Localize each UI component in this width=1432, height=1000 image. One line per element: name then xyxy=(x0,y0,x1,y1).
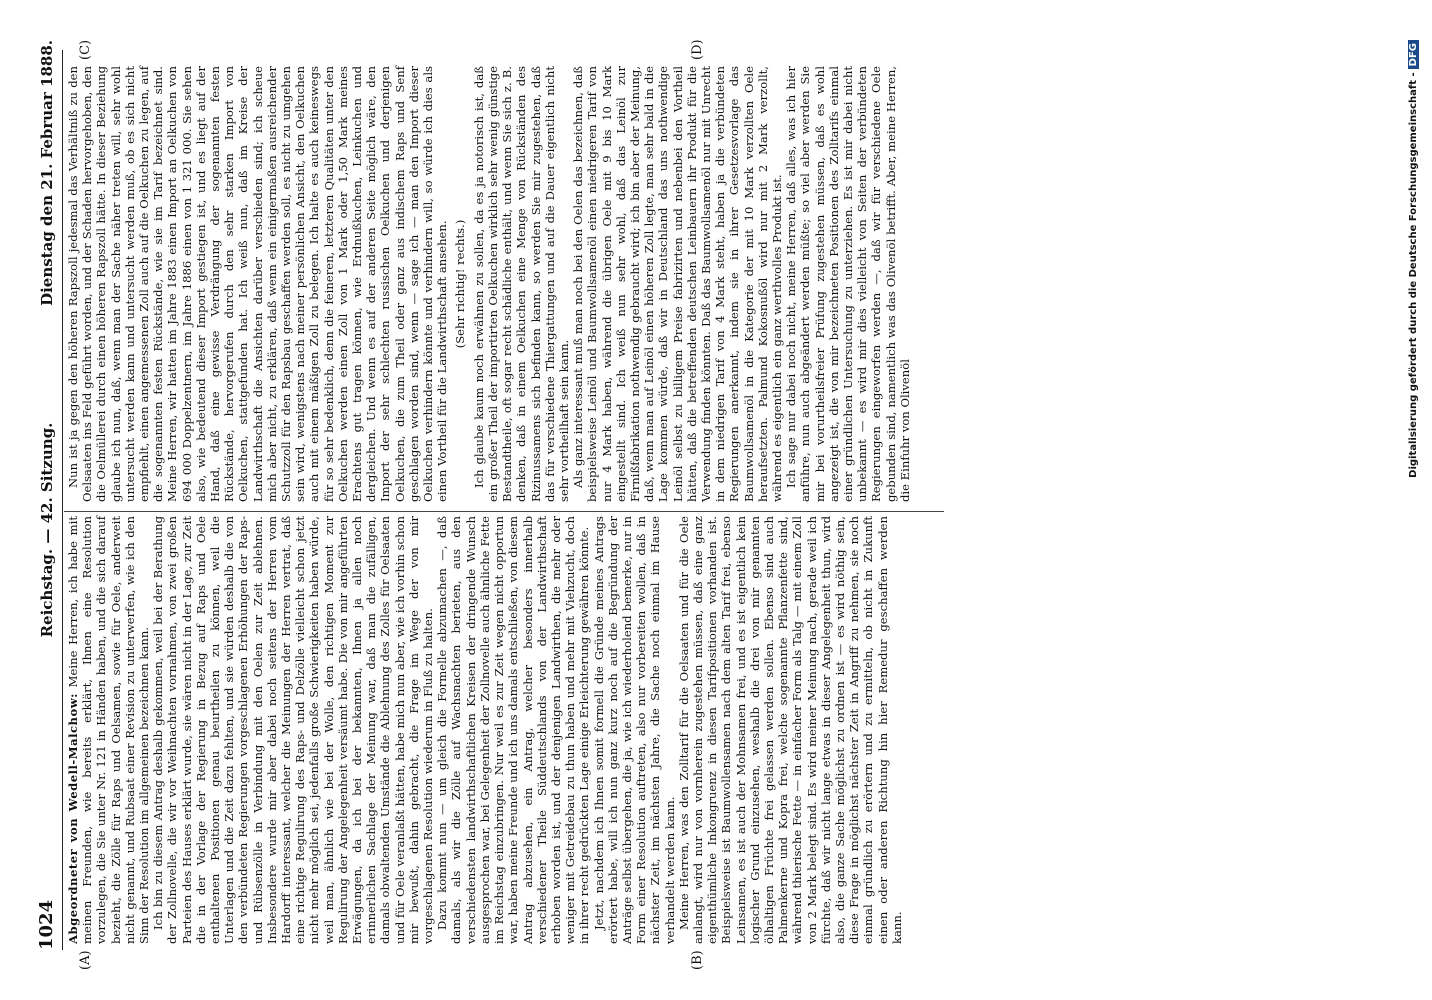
footer xyxy=(1408,0,1428,1000)
margin-marker-d: (D) xyxy=(690,39,705,60)
credit-text: Digitalisierung gefördert durch die Deutsche Forschungsgemeinschaft - xyxy=(1408,72,1419,478)
margin-marker-c: (C) xyxy=(78,39,93,60)
paragraph-text: Meine Herren, ich habe mit meinen Freunden, wie bereits erklärt, Ihnen eine Resolution vorzulegen, die Sie unter Nr. 121 in Händen haben, und die sich darauf bezieht, die Zölle für Raps und Oelsamen, sowie für Oele, anderweit nicht genannt, und Rubsaat einer Revision zu unterwerfen, wie ich den Sinn der Resolution im allgemeinen bezeichnen kann. xyxy=(66,516,152,944)
right-column xyxy=(66,66,946,502)
session-date: Dienstag den 21. Februar 1888. xyxy=(38,40,56,306)
paragraph: Ich bin zu diesem Antrag deshalb gekommen, weil bei der Berathung der Zollnovelle, die wir vor Weihnachten vornahmen, von zwei großen Parteien des Hauses erklärt wurde, sie wären nicht in der Lage, zur Zeit die in der Vorlage der Regierung in Bezug auf Raps und Oele enthaltenen Positionen genau beurtheilen zu können, weil die Unterlagen und die Zeit dazu fehlten, und sie würden deshalb die von den verbündeten Regierungen vorgeschlagenen Erhöhungen der Raps- und Rübsenzölle in Verbindung mit den Oelen zur Zeit ablehnen. Insbesondere wurde mir aber dabei noch seitens der Herren vom Hardorff interessant, welcher die Meinungen der Herren vertrat, daß eine richtige Regulirung des Raps- und Delzölle vielleicht schon jetzt nicht mehr möglich sei, jedenfalls große Schwierigkeiten haben würde, weil man, ähnlich wie bei der Wolle, den richtigen Moment zur Regulirung der Angelegenheit versäumt habe. Die von mir angeführten Erwägungen, da ich bei der bekannten, Ihnen ja allen noch erinnerlichen Sachlage der Meinung war, daß man die zufälligen, damals obwaltenden Umstände die Ablehnung des Zolles für Oelsaaten und für Oele veranlaßt hätten, habe mich nun aber, wie ich vorhin schon mir bewußt, dahin gebracht, die Frage im Wege der von mir vorgeschlagenen Resolution wiederum in Fluß zu halten. xyxy=(151,516,436,944)
margin-marker-a: (A) xyxy=(78,950,93,970)
page-number: 1024 xyxy=(36,899,57,950)
paragraph: Ich sage nur dabei noch nicht, meine Herren, daß alles, was ich hier anführe, nun auch abgeändert werden müßte; so viel aber werden Sie mir bei vorurtheilsfreier Prüfung zugestehen müssen, daß es wohl angezeigt ist, die von mir bezeichneten Positionen des Zolltarifs einmal einer gründlichen Untersuchung zu unterziehen. Es ist mir dabei nicht unbekannt — es wird mir dies vielleicht von Seiten der verbündeten Regierungen eingeworfen werden —, daß wir für verschiedene Oele gebunden sind, namentlich was das Olivenöl betrifft. Aber, meine Herren, die Einfuhr von Olivenöl xyxy=(784,66,912,502)
digitization-credit xyxy=(1408,40,1419,478)
left-column xyxy=(66,516,946,944)
paragraph: Als ganz interessant muß man noch bei den Oelen das bezeichnen, daß beispielsweise Leinöl und Baumwollsamenöl einen niedrigeren Tarif von nur 4 Mark haben, während die übrigen Oele mit 9 bis 10 Mark eingestellt sind. Ich weiß nun sehr wohl, daß das Leinöl zur Firnißfabrikation nothwendig gebraucht wird; ich bin aber der Meinung, daß, wenn man auf Leinöl einen höheren Zoll legte, man sehr bald in die Lage kommen würde, daß wir in Deutschland das uns nothwendige Leinöl selbst zu billigem Preise fabrizirten und nebenbei den Vortheil hätten, daß die betreffenden deutschen Leinbauern ihr Produkt für die Verwendung finden könnten. Daß das Baumwollsamenöl nur mit Unrecht in dem niedrigen Tarif von 4 Mark steht, haben ja die verbündeten Regierungen anerkannt, indem sie in ihrer Gesetzesvorlage das Baumwollsamenöl in die Kategorie der mit 10 Mark verzollten Oele heraufsetzten. Palmund Kokosnußöl wird nur mit 2 Mark verzollt, während es eigentlich ein ganz werthvolles Produkt ist. xyxy=(571,66,784,502)
paragraph: Dazu kommt nun — um gleich die Formelle abzumachen —, daß damals, als wir die Zölle auf Wachsnachten berieten, aus den verschiedensten landwirthschaftlichen Kreisen der dringende Wunsch ausgesprochen war, bei Gelegenheit der Zollnovelle auch ähnliche Fette im Reichstag einzubringen. Nur weil es zur Zeit wegen nicht opportun war, haben meine Freunde und ich uns damals entschließen, von diesem Antrag abzusehen, ein Antrag, welcher besonders innerhalb verschiedener Theile Süddeutschlands von der Landwirthschaft erhoben worden ist, und der denjenigen Landwirthen, die mehr oder weniger mit Getreidebau zu thun haben und mehr mit Viehzucht, doch in ihrer recht gedrückten Lage einige Erleichterung gewähren könnte. xyxy=(435,516,592,944)
session-title: Reichstag. — 42. Sitzung. xyxy=(38,422,56,638)
paragraph: Meine Herren, was den Zolltarif für die Oelsaaten und für die Oele anlangt, wird nur von vornherein zugestehen müssen, daß eine ganz eigenthümliche Inkongruenz in diesen Tarifpositionen vorhanden ist. Beispielsweise ist Baumwollensamen nach dem alten Tarif frei, ebenso Leinsamen, es ist auch der Mohnsamen frei, und es ist eigentlich kein logischer Grund einzusehen, weshalb die drei von mir genannten ölhaltigen Früchte frei gelassen werden sollen. Ebenso sind auch Palmenkerne und Kopra frei, welche sogenannte Pflanzenfette sind, während thierische Fette — in einfacher Form als Talg — mit einem Zoll von 2 Mark belegt sind. Es wird meiner Meinung nach, gerade weil ich fürchte, daß wir nicht lange etwas in dieser Angelegenheit thun, wird also, die ganze Sache möglichst zu ordnen ist — es wird nöthig sein, diese Frage in möglichst nächster Zeit in Angriff zu nehmen, sie noch einmal gründlich zu erörtern und zu ermitteln, ob nicht in Zukunft einen oder anderen Richtung hin hier Remedur geschaffen werden kann. xyxy=(676,516,904,944)
margin-marker-b: (B) xyxy=(690,950,705,970)
paragraph: Nun ist ja gegen den höheren Rapszoll jedesmal das Verhältniß zu den Oelsaaten ins Feld geführt worden, und der Schaden hervorgehoben, den die Oelmüllerei durch einen höheren Rapszoll hätte. In dieser Beziehung glaube ich nun, daß, wenn man der Sache näher treten will, sehr wohl untersucht werden kann und untersucht werden muß, ob es sich nicht empfiehlt, einen angemessenen Zoll auch auf die Oelkuchen zu legen, auf die sogenannten festen Rückstände, wie sie im Tarif bezeichnet sind. Meine Herren, wir hatten im Jahre 1883 einen Import an Oelkuchen von 694 000 Doppelzentnern, im Jahre 1886 einen von 1 321 000. Sie sehen also, wie bedeutend dieser Import gestiegen ist, und es liegt auf der Hand, daß eine gewisse Verdrängung der sogenannten festen Rückstände, hervorgerufen durch den sehr starken Import von Oelkuchen, stattgefunden hat. Ich weiß nun, daß im Kreise der Landwirthschaft die Ansichten darüber verschieden sind; ich scheue mich aber nicht, zu erklären, daß wenn ein einigermaßen ausreichender Schutzzoll für den Rapsbau geschaffen werden soll, es nicht zu umgehen sein wird, wenigstens nach meiner persönlichen Ansicht, den Oelkuchen auch mit einem mäßigen Zoll zu belegen. Ich halte es auch keineswegs für so sehr bedenklich, denn die feineren, letzteren Qualitäten unter den Oelkuchen werden einen Zoll von 1 Mark oder 1,50 Mark meines Erachtens gut tragen können, wie Erdnußkuchen, Leinkuchen und dergleichen. Und wenn es auf der anderen Seite möglich wäre, den Import der sehr schlechten russischen Oelkuchen und derjenigen Oelkuchen, die zum Theil oder ganz aus indischem Raps und Senf geschlagen worden sind, wenn — sage ich — man den Import dieser Oelkuchen verhindern könnte und verhindern will, so würde ich dies als einen Vortheil für die Landwirthschaft ansehen. xyxy=(66,66,450,502)
column-divider xyxy=(64,511,944,512)
dfg-logo: DFG xyxy=(1408,40,1419,69)
header-rule xyxy=(62,50,63,950)
paragraph: Ich glaube kaum noch erwähnen zu sollen, da es ja notorisch ist, daß ein großer Theil der importirten Oelkuchen wirklich sehr wenig günstige Bestandtheile, oft sogar recht schädliche enthält, und wenn Sie sich z. B. denken, daß in einem Oelkuchen eine Menge von Rückständen des Rizinussamens sich befinden kann, so werden Sie mir zugestehen, daß das für verschiedene Thiergattungen und auf die Dauer eigentlich nicht sehr vortheilhaft sein kann. xyxy=(471,66,571,502)
paragraph: Jetzt, nachdem ich Ihnen somit formell die Gründe meines Antrags erörtert habe, will ich nun ganz kurz noch auf die Begründung der Anträge selbst übergehen, die ja, wie ich wiederholend bemerke, nur in Form einer Resolution auftreten, also nur vorbereiten wollen, daß in nächster Zeit, im nächsten Jahre, die Sache noch einmal im Hause verhandelt werden kann. xyxy=(591,516,677,944)
page-header xyxy=(30,40,64,950)
applause-note: (Sehr richtig! rechts.) xyxy=(453,219,468,349)
paragraph xyxy=(66,516,151,944)
speaker-name: Abgeordneter von Wedell-Malchow: xyxy=(66,693,80,944)
